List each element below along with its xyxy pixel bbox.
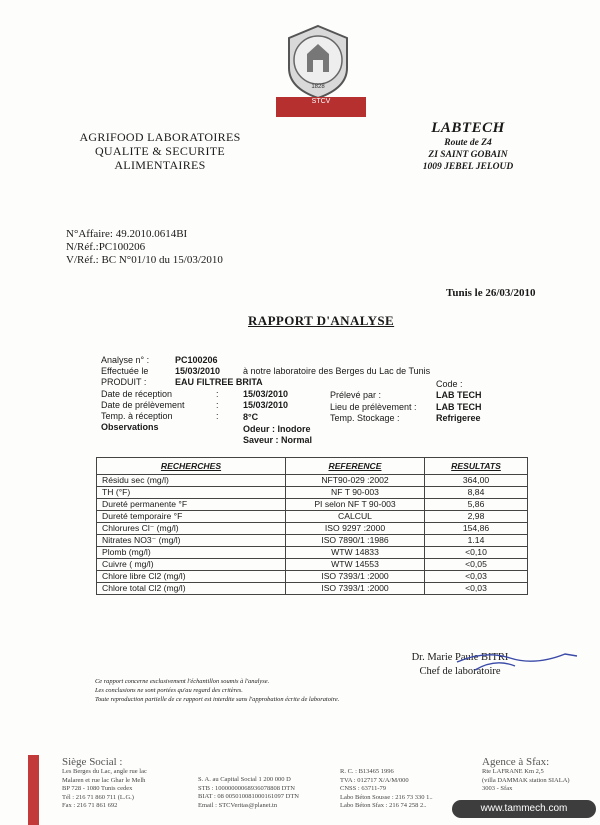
produit-value: EAU FILTREE BRITA <box>175 377 263 387</box>
table-row <box>97 571 528 583</box>
capital-line-3: BIAT : 08 005010081000161097 DTN <box>198 793 299 800</box>
cell-recherche: Chlore total Cl2 (mg/l) <box>97 583 286 595</box>
labtech-name: LABTECH <box>431 120 505 136</box>
effectuee-lieu: à notre laboratoire des Berges du Lac de Tunis <box>243 366 431 376</box>
your-reference: V/Réf.: BC N°01/10 du 15/03/2010 <box>66 254 223 266</box>
cell-reference: ISO 9297 :2000 <box>286 523 425 535</box>
siege-line-5: Fax : 216 71 861 692 <box>62 802 118 809</box>
temp-value: 8°C <box>243 412 259 422</box>
siege-line-1: Les Berges du Lac, angle rue lac <box>62 768 147 775</box>
lab-left-line1: AGRIFOOD LABORATOIRES <box>79 130 241 144</box>
stockage-value: Refrigeree <box>436 413 481 423</box>
cell-resultat: <0,03 <box>425 571 528 583</box>
agrifood-lab-header <box>60 130 260 172</box>
rc-line-1: R. C. : B13465 1996 <box>340 768 394 775</box>
labtech-header <box>398 120 538 173</box>
handwritten-signature <box>455 640 580 680</box>
header-resultats: RESULTATS <box>425 458 528 475</box>
siege-title: Siège Social : <box>62 756 123 768</box>
temp-colon: : <box>216 411 219 421</box>
table-row <box>97 499 528 511</box>
code-label: Code : <box>436 379 463 389</box>
analyse-value: PC100206 <box>175 355 218 365</box>
cell-recherche: Chlore libre Cl2 (mg/l) <box>97 571 286 583</box>
siege-line-2: Malaren et rue lac Ghar le Melh <box>62 776 146 784</box>
report-notes <box>95 677 339 704</box>
labtech-line3: 1009 JEBEL JELOUD <box>422 162 514 172</box>
cell-recherche: Chlorures Cl⁻ (mg/l) <box>97 523 286 535</box>
cell-reference: ISO 7393/1 :2000 <box>286 583 425 595</box>
page-title: RAPPORT D'ANALYSE <box>248 313 395 328</box>
effectuee-value: 15/03/2010 <box>175 366 221 376</box>
lieu-value: LAB TECH <box>436 402 482 412</box>
cell-recherche: Nitrates NO3⁻ (mg/l) <box>97 535 286 547</box>
cell-recherche: Dureté permanente °F <box>97 499 286 511</box>
prelevement-value: 15/03/2010 <box>243 400 289 410</box>
capital-line-1: S. A. au Capital Social 1 200 000 D <box>198 776 291 783</box>
results-table <box>96 457 528 595</box>
table-row <box>97 511 528 523</box>
rc-line-5: Labo Béton Sfax : 216 74 258 2.. <box>340 802 427 809</box>
prelevement-colon: : <box>216 400 219 410</box>
lab-left-line2: QUALITE & SECURITE <box>94 144 226 158</box>
cell-reference: NFT90-029 :2002 <box>286 475 425 487</box>
cell-reference: PI selon NF T 90-003 <box>286 499 425 511</box>
preleve-value: LAB TECH <box>436 390 482 400</box>
agence-line-3: 3003 - Sfax <box>482 785 513 792</box>
table-row <box>97 583 528 595</box>
agence-title: Agence à Sfax: <box>482 756 550 768</box>
cell-resultat: 5,86 <box>425 499 528 511</box>
note-1: Ce rapport concerne exclusivement l'échantillon soumis à l'analyse. <box>95 678 270 685</box>
table-row <box>97 535 528 547</box>
reception-colon: : <box>216 389 219 399</box>
footer-siege <box>62 756 147 811</box>
cell-recherche: Dureté temporaire °F <box>97 511 286 523</box>
cell-resultat: 1.14 <box>425 535 528 547</box>
table-row <box>97 475 528 487</box>
header-reference: REFERENCE <box>286 458 425 475</box>
report-date: Tunis le 26/03/2010 <box>446 287 536 299</box>
cell-reference: WTW 14833 <box>286 547 425 559</box>
footer-red-mark <box>28 755 39 825</box>
footer-rc <box>340 768 433 811</box>
cell-resultat: <0,10 <box>425 547 528 559</box>
note-3: Toute reproduction partielle de ce rapport est interdite sans l'approbation écrite de laboratoire. <box>95 696 340 703</box>
odeur: Odeur : Inodore <box>243 424 311 434</box>
cell-resultat: 2,98 <box>425 511 528 523</box>
cell-resultat: 364,00 <box>425 475 528 487</box>
table-header-row <box>97 458 528 475</box>
cell-resultat: 8,84 <box>425 487 528 499</box>
rc-line-2: TVA : 012717 X/A/M/000 <box>340 776 409 784</box>
affaire-number: N°Affaire: 49.2010.0614BI <box>66 228 188 240</box>
our-reference: N/Réf.:PC100206 <box>66 241 146 253</box>
capital-line-4: Email : STCVeritas@planet.tn <box>198 801 278 809</box>
table-row <box>97 547 528 559</box>
watermark-badge <box>452 800 596 818</box>
footer-agence <box>482 756 570 794</box>
reception-label: Date de réception <box>101 389 173 399</box>
cell-resultat: 154,86 <box>425 523 528 535</box>
labtech-line2: ZI SAINT GOBAIN <box>428 150 508 160</box>
cell-recherche: Plomb (mg/l) <box>97 547 286 559</box>
footer-capital <box>198 776 299 810</box>
table-row <box>97 559 528 571</box>
cell-reference: WTW 14553 <box>286 559 425 571</box>
labtech-line1: Route de Z4 <box>444 138 492 148</box>
cell-recherche: TH (°F) <box>97 487 286 499</box>
cell-resultat: <0,05 <box>425 559 528 571</box>
preleve-label: Prélevé par : <box>330 390 382 400</box>
cell-recherche: Résidu sec (mg/l) <box>97 475 286 487</box>
observations-label: Observations <box>101 422 159 432</box>
watermark-text: www.tammech.com <box>480 803 568 814</box>
signatory-role: Chef de laboratoire <box>419 666 501 677</box>
agence-line-2: (villa DAMMAK station SIALA) <box>482 776 570 784</box>
rc-line-4: Labo Béton Sousse : 216 73 330 1.. <box>340 793 433 801</box>
siege-line-3: BP 728 - 1080 Tunis cedex <box>62 785 133 792</box>
header-recherches: RECHERCHES <box>97 458 286 475</box>
siege-line-4: Tél : 216 71 860 711 (L.G.) <box>62 793 134 801</box>
cell-reference: CALCUL <box>286 511 425 523</box>
signatory-name: Dr. Marie Paule BITRI <box>411 652 509 663</box>
reception-value: 15/03/2010 <box>243 389 289 399</box>
lieu-label: Lieu de prélèvement : <box>330 402 417 412</box>
cell-reference: NF T 90-003 <box>286 487 425 499</box>
cell-recherche: Cuivre ( mg/l) <box>97 559 286 571</box>
rc-line-3: CNSS : 63711-79 <box>340 785 386 792</box>
capital-line-2: STB : 10000000068936078808 DTN <box>198 784 295 792</box>
produit-label: PRODUIT : <box>101 377 147 387</box>
references <box>66 228 223 267</box>
cell-reference: ISO 7393/1 :2000 <box>286 571 425 583</box>
logo-year: 1828 <box>311 84 325 90</box>
stockage-label: Temp. Stockage : <box>330 413 400 423</box>
stcv-band <box>276 97 366 117</box>
saveur: Saveur : Normal <box>243 435 313 445</box>
effectuee-label: Effectuée le <box>101 366 149 376</box>
prelevement-label: Date de prélèvement <box>101 400 185 410</box>
table-row <box>97 487 528 499</box>
note-2: Les conclusions ne sont portées qu'au regard des critères. <box>95 687 243 694</box>
cell-reference: ISO 7890/1 :1986 <box>286 535 425 547</box>
stcv-label: STCV <box>311 98 331 105</box>
lab-left-line3: ALIMENTAIRES <box>114 158 206 172</box>
temp-label: Temp. à réception <box>101 411 173 421</box>
agence-line-1: Rte LAFRANE Km 2,5 <box>482 768 544 775</box>
analyse-label: Analyse n° : <box>101 355 150 365</box>
table-row <box>97 523 528 535</box>
cell-resultat: <0,03 <box>425 583 528 595</box>
